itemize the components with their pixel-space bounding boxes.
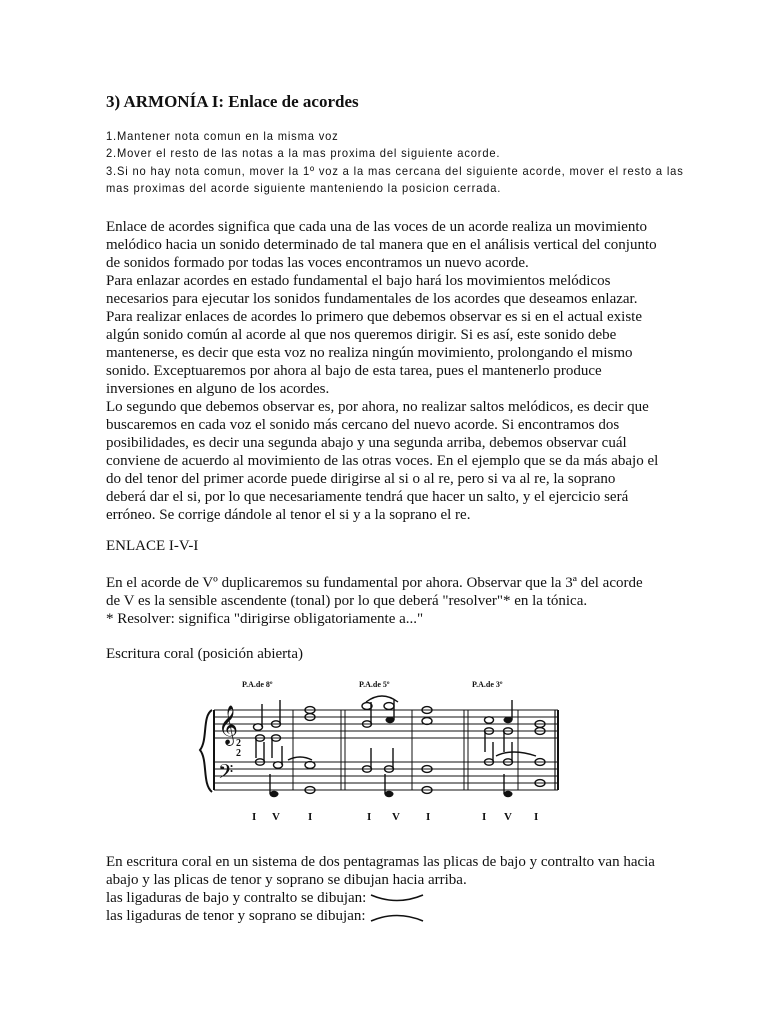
text-line: abajo y las plicas de tenor y soprano se dibujan hacia arriba. — [106, 872, 467, 888]
text-line: algún sonido común al acorde al que nos queremos dirigir. Si es así, este sonido debe — [106, 327, 617, 343]
text-line: Para realizar enlaces de acordes lo primero que debemos observar es si en el actual existe — [106, 309, 643, 325]
position-label: P.A.de 3º — [472, 680, 503, 689]
text-line: necesarios para ejecutar los sonidos fundamentales de los acordes que deseamos enlazar. — [106, 291, 638, 307]
time-signature-bottom: 2 — [236, 748, 241, 759]
paragraph-escritura-coral — [106, 853, 666, 925]
section-heading-enlace: ENLACE I-V-I — [106, 538, 199, 554]
text-line: conviene de acuerdo al movimiento de las otras voces. En el ejemplo que se da más abajo el — [106, 453, 659, 469]
text-line: sonido. Exceptuaremos por ahora al bajo de esta tarea, pues el mantenerlo produce — [106, 363, 602, 379]
roman-numeral: I — [308, 811, 313, 823]
roman-numeral: I — [482, 811, 487, 823]
bass-clef-icon: 𝄢 — [218, 760, 234, 788]
treble-clef-icon: 𝄞 — [218, 705, 239, 745]
position-label: P.A.de 5º — [359, 680, 390, 689]
paragraph-enlace — [106, 218, 666, 524]
page-title: 3) ARMONÍA I: Enlace de acordes — [106, 92, 359, 111]
text-line: erróneo. Se corrige dándole al tenor el si y a la soprano el re. — [106, 507, 471, 523]
text-line: Para enlazar acordes en estado fundamental el bajo hará los movimientos melódicos — [106, 273, 611, 289]
text-line: En escritura coral en un sistema de dos pentagramas las plicas de bajo y contralto van hacia — [106, 854, 655, 870]
filled-notes-system-1 — [270, 774, 279, 797]
roman-numeral: I — [252, 811, 257, 823]
text-line: mantenerse, es decir que esta voz no realiza ningún movimiento, prolongando el mismo — [106, 345, 633, 361]
text-line: de sonidos formado por todas las voces encontramos un nuevo acorde. — [106, 255, 529, 271]
time-signature-top: 2 — [236, 738, 241, 749]
music-score-figure — [196, 676, 578, 826]
brace-icon — [200, 710, 212, 792]
paragraph-acorde-v — [106, 574, 666, 628]
tie-below-icon — [369, 892, 425, 906]
text-line: melódico hacia un sonido determinado de tal manera que en el análisis vertical del conjunto — [106, 237, 657, 253]
roman-numeral: I — [534, 811, 539, 823]
text-line: posibilidades, es decir una segunda abajo y una segunda arriba, debemos observar cuál — [106, 435, 627, 451]
text-line: buscaremos en cada voz el sonido más cercano del nuevo acorde. Si encontramos dos — [106, 417, 620, 433]
text-line: de V es la sensible ascendente (tonal) por lo que deberá "resolver"* en la tónica. — [106, 593, 588, 609]
rule-1: 1.Mantener nota comun en la misma voz — [106, 129, 339, 143]
roman-numeral: V — [272, 811, 280, 823]
roman-numeral: V — [504, 811, 512, 823]
roman-numeral: V — [392, 811, 400, 823]
text-line: En el acorde de Vº duplicaremos su fundamental por ahora. Observar que la 3ª del acorde — [106, 575, 643, 591]
notes-system-1 — [254, 700, 316, 793]
tie-line-text: las ligaduras de tenor y soprano se dibujan: — [106, 908, 366, 924]
section-heading-escritura: Escritura coral (posición abierta) — [106, 646, 303, 662]
notes-system-2 — [362, 696, 432, 793]
tie-above-icon — [369, 910, 425, 924]
text-line: Enlace de acordes significa que cada una de las voces de un acorde realiza un movimiento — [106, 219, 648, 235]
rule-2: 2.Mover el resto de las notas a la mas proxima del siguiente acorde. — [106, 146, 501, 161]
rules-list — [106, 128, 684, 197]
position-label: P.A.de 8º — [242, 680, 273, 689]
tie-line-text: las ligaduras de bajo y contralto se dibujan: — [106, 890, 367, 906]
tie-line-tenor-soprano — [106, 907, 666, 925]
rule-3: 3.Si no hay nota comun, mover la 1º voz a la mas cercana del siguiente acorde, mover el resto a las — [106, 163, 684, 178]
text-line: inversiones en alguno de los acordes. — [106, 381, 330, 397]
tie-line-bajo-contralto — [106, 889, 666, 907]
rule-3-continued: mas proximas del acorde siguiente manteniendo la posicion cerrada. — [106, 180, 502, 195]
text-line: * Resolver: significa "dirigirse obligatoriamente a..." — [106, 611, 424, 627]
text-line: Lo segundo que debemos observar es, por ahora, no realizar saltos melódicos, es decir que — [106, 399, 649, 415]
roman-numeral: I — [367, 811, 372, 823]
text-line: deberá dar el si, por lo que necesariamente tendrá que hacer un salto, y el ejercicio será — [106, 489, 629, 505]
roman-numeral: I — [426, 811, 431, 823]
text-line: do del tenor del primer acorde puede dirigirse al si o al re, pero si va al re, la soprano — [106, 471, 616, 487]
